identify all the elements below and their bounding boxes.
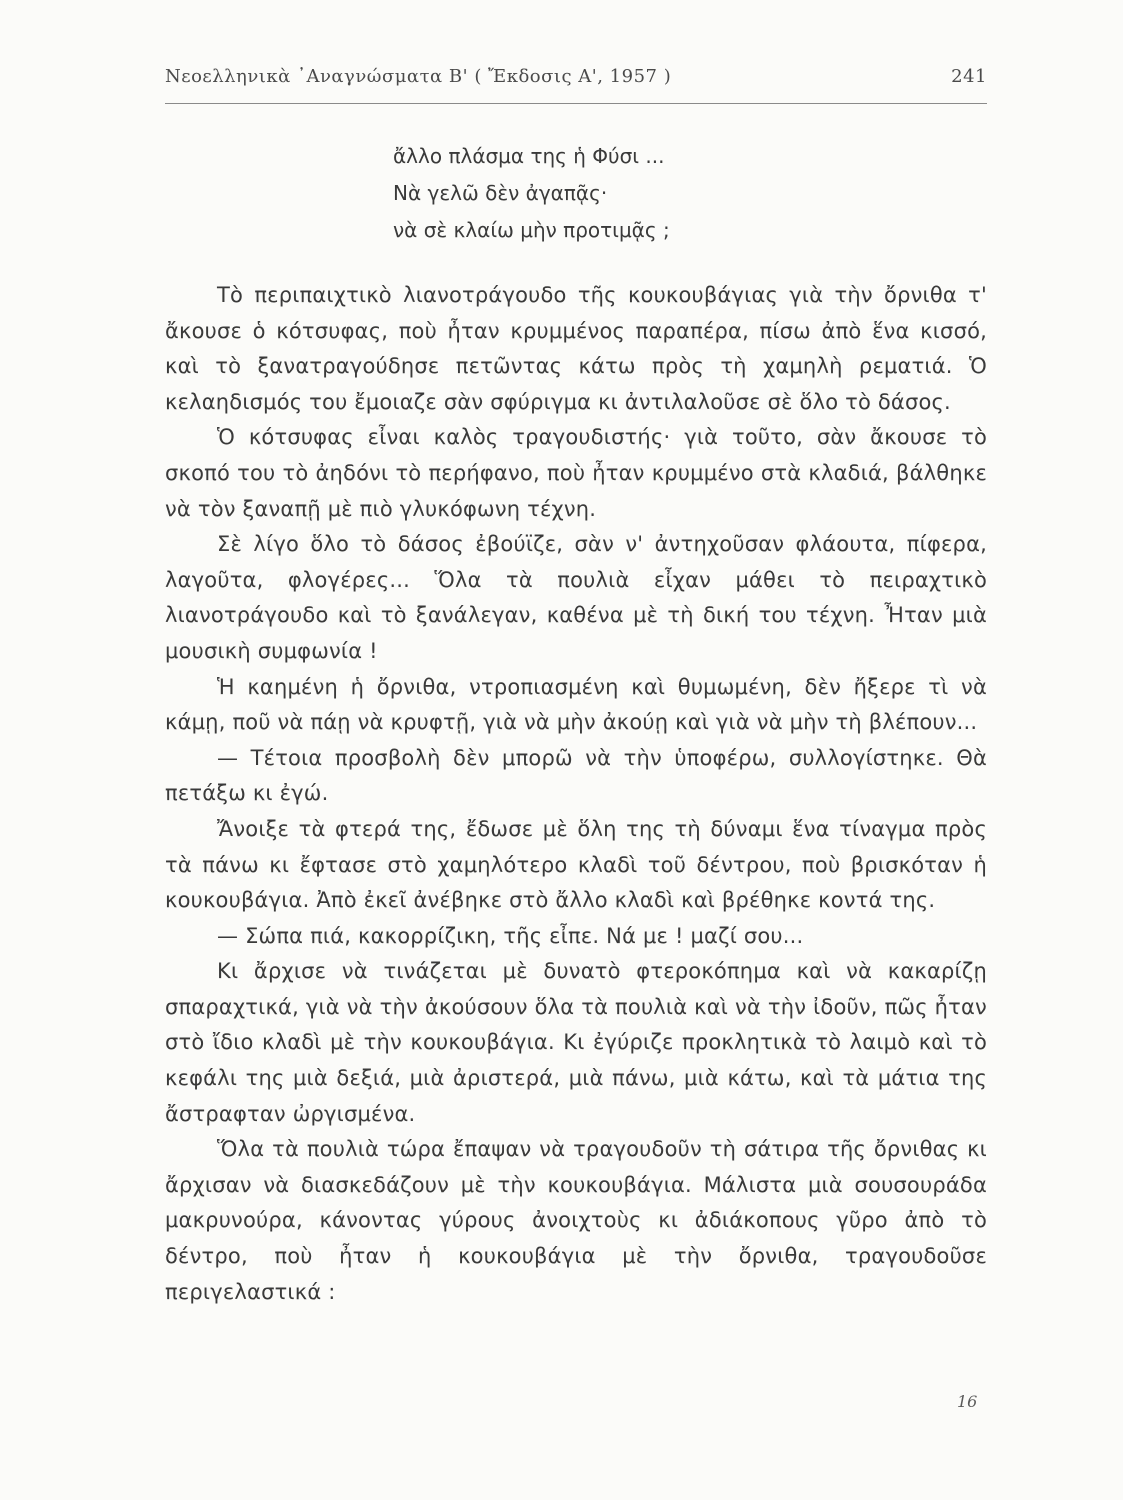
page-number: 241 — [951, 66, 987, 87]
paragraph: Ὁ κότσυφας εἶναι καλὸς τραγουδιστής· γιὰ τοῦτο, σὰν ἄκουσε τὸ σκοπό του τὸ ἀηδόνι τὸ περήφανο, ποὺ ἦταν κρυμμένο στὰ κλαδιά, βάλθηκε νὰ τὸν ξαναπῇ μὲ πιὸ γλυκόφωνη τέχνη. — [165, 425, 987, 521]
header-title: Νεοελληνικὰ ᾿Αναγνώσματα Β' ( Ἔκδοσις Α', 1957 ) — [165, 66, 672, 87]
header-rule — [165, 103, 987, 104]
paragraph: — Τέτοια προσβολὴ δὲν μπορῶ νὰ τὴν ὑποφέρω, συλλογίστηκε. Θὰ πετάξω κι ἐγώ. — [165, 745, 987, 806]
paragraph: Σὲ λίγο ὅλο τὸ δάσος ἐβούϊζε, σὰν ν' ἀντηχοῦσαν φλάουτα, πίφερα, λαγοῦτα, φλογέρες... Ὅλα τὰ πουλιὰ εἶχαν μάθει τὸ πειραχτικὸ λιανοτράγουδο καὶ τὸ ξανάλεγαν, καθένα μὲ τὴ δική του τέχνη. Ἦταν μιὰ μουσικὴ συμφωνία ! — [165, 532, 987, 663]
signature-mark: 16 — [957, 1392, 978, 1411]
poem-line: Νὰ γελῶ δὲν ἀγαπᾷς· — [393, 181, 608, 205]
poem-line: νὰ σὲ κλαίω μὴν προτιμᾷς ; — [393, 218, 670, 242]
paragraph: — Σώπα πιά, κακορρίζικη, τῆς εἶπε. Νά με ! μαζί σου... — [217, 923, 804, 948]
poem-excerpt — [393, 138, 670, 249]
poem-line: ἄλλο πλάσμα της ἡ Φύσι ... — [393, 144, 665, 168]
paragraph: Ἄνοιξε τὰ φτερά της, ἔδωσε μὲ ὅλη της τὴ δύναμι ἕνα τίναγμα πρὸς τὰ πάνω κι ἔφτασε στὸ χαμηλότερο κλαδὶ τοῦ δέντρου, ποὺ βρισκόταν ἡ κουκουβάγια. Ἀπὸ ἐκεῖ ἀνέβηκε στὸ ἄλλο κλαδὶ καὶ βρέθηκε κοντά της. — [165, 816, 987, 913]
paragraph: Τὸ περιπαιχτικὸ λιανοτράγουδο τῆς κουκουβάγιας γιὰ τὴν ὄρνιθα τ' ἄκουσε ὁ κότσυφας, ποὺ ἦταν κρυμμένος παραπέρα, πίσω ἀπὸ ἕνα κισσό, καὶ τὸ ξανατραγούδησε πετῶντας κάτω πρὸς τὴ χαμηλὴ ρεματιά. Ὁ κελαηδισμός του ἔμοιαζε σὰν σφύριγμα κι ἀντιλαλοῦσε σὲ ὅλο τὸ δάσος. — [165, 283, 987, 414]
paragraph: Ὅλα τὰ πουλιὰ τώρα ἔπαψαν νὰ τραγουδοῦν τὴ σάτιρα τῆς ὄρνιθας κι ἄρχισαν νὰ διασκεδάζουν μὲ τὴν κουκουβάγια. Μάλιστα μιὰ σουσουράδα μακρυνούρα, κάνοντας γύρους ἀνοιχτοὺς κι ἀδιάκοπους γῦρο ἀπὸ τὸ δέντρο, ποὺ ἦταν ἡ κουκουβάγια μὲ τὴν ὄρνιθα, τραγουδοῦσε περιγελαστικά : — [165, 1137, 987, 1304]
body-text — [165, 278, 987, 1310]
paragraph: Ἡ καημένη ἡ ὄρνιθα, ντροπιασμένη καὶ θυμωμένη, δὲν ἤξερε τὶ νὰ κάμῃ, ποῦ νὰ πάῃ νὰ κρυφτῇ, γιὰ νὰ μὴν ἀκούῃ καὶ γιὰ νὰ μὴν τὴ βλέπουν... — [165, 674, 987, 735]
running-header — [165, 66, 987, 87]
paragraph: Κι ἄρχισε νὰ τινάζεται μὲ δυνατὸ φτεροκόπημα καὶ νὰ κακαρίζῃ σπαραχτικά, γιὰ νὰ τὴν ἀκούσουν ὅλα τὰ πουλιὰ καὶ νὰ τὴν ἰδοῦν, πῶς ἦταν στὸ ἴδιο κλαδὶ μὲ τὴν κουκουβάγια. Κι ἐγύριζε προκλητικὰ τὸ λαιμὸ καὶ τὸ κεφάλι της μιὰ δεξιά, μιὰ ἀριστερά, μιὰ πάνω, μιὰ κάτω, καὶ τὰ μάτια της ἄστραφταν ὠργισμένα. — [165, 959, 987, 1126]
